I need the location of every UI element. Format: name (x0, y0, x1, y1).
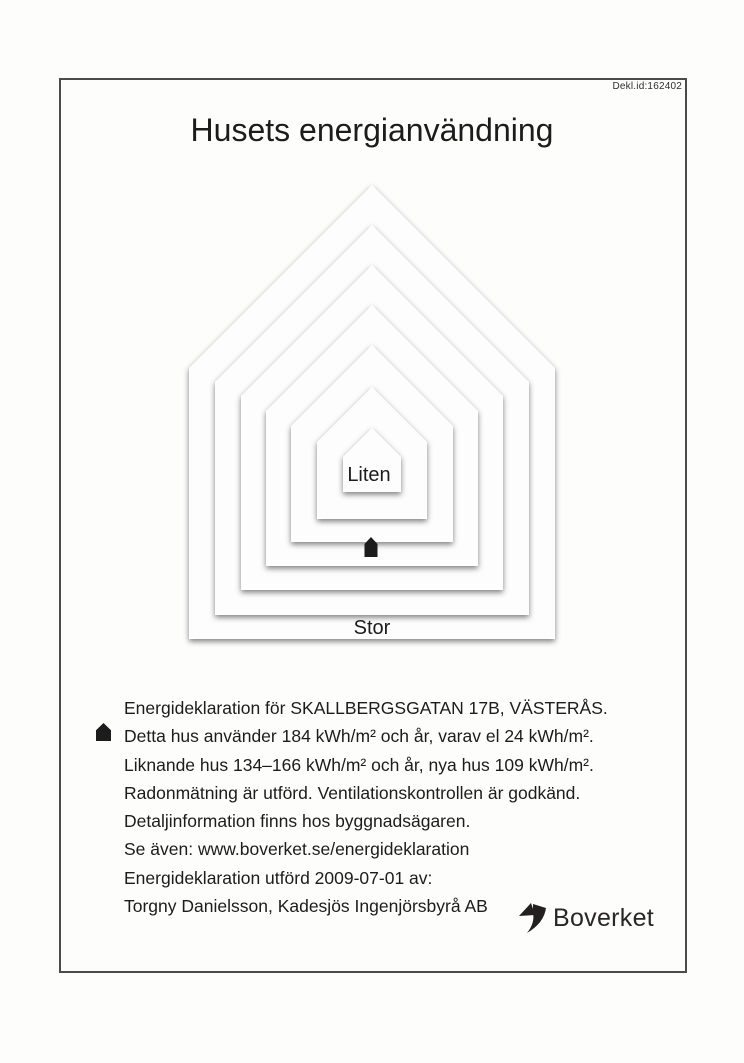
info-line-details: Detaljinformation finns hos byggnadsägaren. (124, 811, 471, 832)
boverket-logo (517, 901, 654, 935)
declaration-text-block (124, 694, 634, 920)
info-line-comparison: Liknande hus 134–166 kWh/m² och år, nya hus 109 kWh/m². (124, 754, 594, 775)
label-stor: Stor (353, 617, 391, 639)
info-line-address: Energideklaration för SKALLBERGSGATAN 17B, VÄSTERÅS. (124, 698, 608, 718)
house-icon (96, 723, 111, 741)
house-stack (189, 185, 555, 639)
page-title: Husets energianvändning (190, 112, 554, 148)
info-line-issuer: Torgny Danielsson, Kadesjös Ingenjörsbyrå AB (124, 896, 488, 917)
info-line-website: Se även: www.boverket.se/energideklaration (124, 839, 470, 860)
info-line-radon: Radonmätning är utförd. Ventilationskontrollen är godkänd. (124, 782, 581, 803)
boverket-logo-mark (517, 901, 547, 935)
boverket-logo-text: Boverket (553, 903, 655, 932)
info-line-issue-date: Energideklaration utförd 2009-07-01 av: (124, 867, 433, 888)
info-line-usage: Detta hus använder 184 kWh/m² och år, varav el 24 kWh/m². (124, 726, 594, 747)
label-liten: Liten (347, 464, 391, 486)
nested-house-diagram (137, 158, 607, 668)
declaration-id: Dekl.id:162402 (612, 81, 682, 92)
